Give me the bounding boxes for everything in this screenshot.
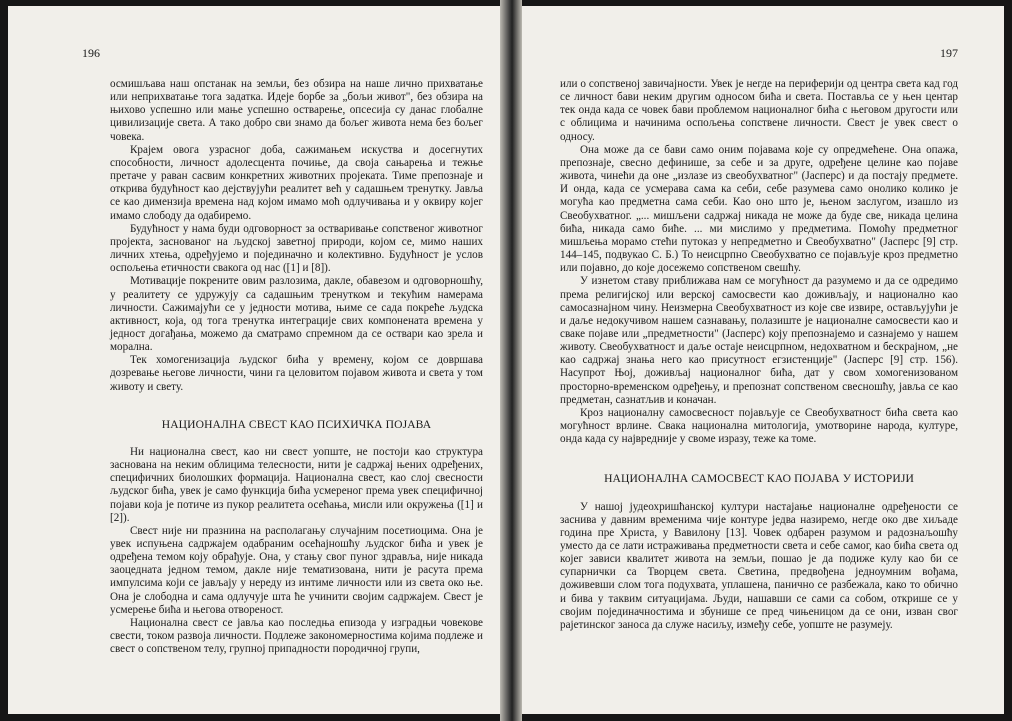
paragraph: Она може да се бави само оним појавама које су опредмећене. Она опажа, препознаје, свесно дефинише, за себе и за друге, одређене целине као појаве живота, чинећи да оне „излазе из свеобухватног" (Јасперс) и да постају предмете. И онда, када се усмерава сама ка себи, себе разумева само онолико колико је могућа као предметна сама себи. Као оно што је, њеном заслугом, изашло из Свеобухватног. „... мишљени садржај никада не може да буде све, никада целина бића, никада само биће. ... ми мислимо у предметима. Помоћу предметног мишљења морамо стећи путоказ у непредметно и Свеобухватно" (Јасперс [9] стр. 144–145, подвукао С. Б.) То неисцрпно Свеобухватно се појављује кроз предметно или појавно, до које досежемо сопственом свешћу.: [560, 143, 958, 275]
paragraph: У нашој јудеохришћанској култури настајање националне одређености се заснива у давним временима чије контуре једва назиремо, негде око две хиљаде година пре Христа, у Вавилону [13]. Човек одбарен разумом и радознаљошћу уместо да се лати истраживања предметности света и себе самог, као бића света од којег зависи квалитет живота на земљи, пошао је да подиже кулу као би се супарнички са Творцем света. Светина, предвођена једноумним вођама, доживевши слом тога подухвата, уплашена, панично се разбежала, како то обично и бива у таквим ситуацијама. Људи, нашавши се сами са собом, открише се у својим појединачностима и збунише се пред чињеницом да се они, изван свог рајетинског заноса да служе насиљу, између себе, уопште не разумеју.: [560, 500, 958, 631]
paragraph: Свест није ни празнина на располагању случајним посетиоцима. Она је увек испуњена садржајем одабраним осећајношћу људског бића и увек је одређена темом коју обрађује. Она, у стању свог пуног здравља, није никада заоцедната једном темом, дакле није тематизована, нити је расута према импулсима који се јављају у нереду из интиме личности или из света око ње. Она је слободна и сама одлучује шта ће учинити својим садржајем. Свест је усмерење бића и његова отвореност.: [110, 524, 483, 616]
left-text-column: [110, 78, 483, 656]
paragraph: Будућност у нама буди одговорност за остваривање сопственог животног пројекта, заснованог на људској заветној природи, којом се, мимо наших личних хтења, одређујемо и појединачно и колективно. Будућност је услов оспољења етичности свакога од нас ([1] и [8]).: [110, 222, 483, 275]
paragraph: У изнетом ставу приближава нам се могућност да разумемо и да се одредимо према религијској или верској самосвести као доживљају, и национално као самосазнајном чину. Неизмерна Свеобухватност из које све извире, остављујући је и даље недокучивом нашем сазнавању, полазиште је националне самосвести као и сваке појаве или „предметности" (Јасперс) коју препознајемо и сазнајемо у нашем животу. Свеобухватност и даље остаје неисцрпном, недохватном и бескрајном, „не као садржај знања него као присутност егзистенције" (Јасперс [9] стр. 156). Насупрот Њој, доживљај националног бића, дат у свом хомогенизованом просторно-временском одређењу, и препознат сопственом свесношћу, јавља се као предметан, сазнатљив и коначан.: [560, 275, 958, 406]
right-page-number: 197: [940, 46, 958, 60]
paragraph: Национална свест се јавља као последња епизода у изградњи човекове свести, током развоја личности. Подлеже закономерностима којима подлеже и свест о сопственом телу, групној припадности породичној групи,: [110, 616, 483, 656]
paragraph: Мотивације покрените овим разлозима, дакле, обавезом и одговорношћу, у реалитету се удружују са садашњим тренутком и текућим намерама личности. Сажимајући се у једности мотива, њиме се сада покреће људска активност, која, од тога тренутка интеграције свих компонената времена у једност догађања, можемо да сматрамо спремном да се оствари као зрела и морална.: [110, 275, 483, 354]
paragraph: осмишљава наш опстанак на земљи, без обзира на наше лично прихватање или неприхватање тога задатка. Идеје борбе за „бољи живот", без обзира на њихово успешно или мање успешно остварење, опсесија су данас глобалне цивилизације света. А тако добро сви знамо да бољег живота нема без бољег човека.: [110, 78, 483, 143]
paragraph: Кроз националну самосвесност појављује се Свеобухватност бића света као могућност врлине. Свака национална митологија, умотворине народа, културе, онда када су највредније у своме изразу, теже ка томе.: [560, 406, 958, 446]
paragraph: Тек хомогенизација људског бића у времену, којом се довршава дозревање његове личности, чини га целовитом појавом живота и света у том животу и свету.: [110, 354, 483, 393]
right-text-column: [560, 78, 958, 632]
section-heading: НАЦИОНАЛНА САМОСВЕСТ КАО ПОЈАВА У ИСТОРИЈИ: [604, 472, 914, 486]
left-page: [8, 6, 500, 714]
paragraph: или о сопственој завичајности. Увек је негде на периферији од центра света кад год се личност бави неким другим односом бића и света. Поставља се у њен центар тек онда када се човек бави проблемом националног бића с његовом другости или с облицима и начинима оспољења сопствене личности. Свест је увек свест о односу.: [560, 78, 958, 143]
left-page-number: 196: [82, 46, 100, 60]
book-gutter: [500, 0, 522, 721]
section-heading: НАЦИОНАЛНА СВЕСТ КАО ПСИХИЧКА ПОЈАВА: [161, 417, 432, 431]
paragraph: Крајем овога узрасног доба, сажимањем искуства и досегнутих способности, личност адолесцента почиње, да своја сањарења и тежње претаче у раван сасвим конкретних животних пројеката. Тиме препознаје и открива будућност као дејствујући реалитет већ у садашњем тренутку. Јавља се као димензија времена над којом имамо моћ одлучивања и у оквиру којег имамо слободу да одабиремо.: [110, 143, 483, 222]
right-page: [522, 6, 1004, 714]
paragraph: Ни национална свест, као ни свест уопште, не постоји као структура заснована на неким облицима телесности, нити је садржај њених одређених, специфичних биолошких формација. Национална свест, као слој свесности људског бића, увек је само функција бића усмереног према увек специфичној појави која је потиче из пукор реалитета осећања, мисли или окружења ([1] и [2]).: [110, 445, 483, 524]
